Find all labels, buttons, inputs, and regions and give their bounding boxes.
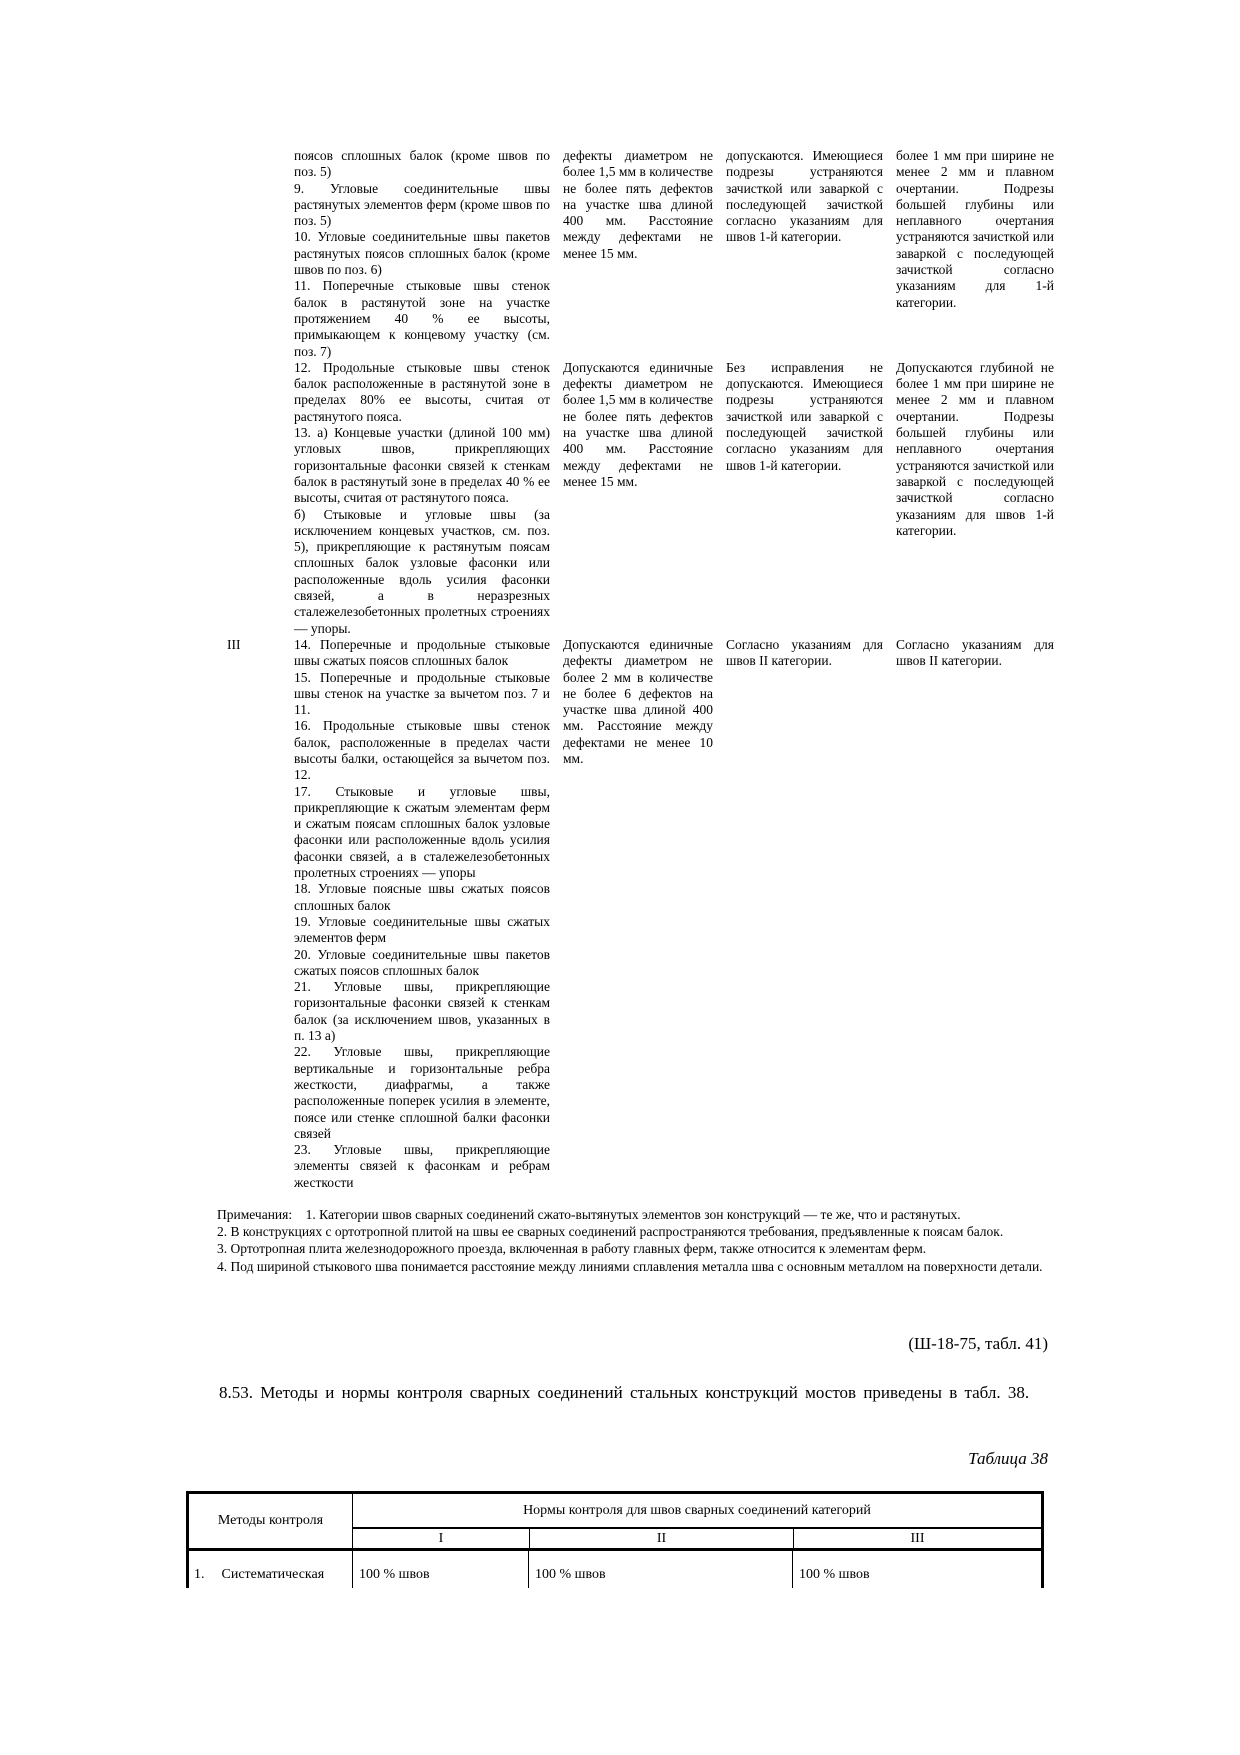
note-1: Примечания: 1. Категории швов сварных соединений сжато-вытянутых элементов зон конструкций — те же, что и растянутых. xyxy=(217,1207,961,1222)
paragraph: 22. Угловые швы, прикрепляющие вертикальные и горизонтальные ребра жесткости, диафрагмы, а также расположенные поперек усилия в элементе, поясе или стенке сплошной балки фасонки связей xyxy=(294,1044,550,1141)
table38-norms-header: Нормы контроля для швов сварных соединений категорий xyxy=(353,1494,1041,1529)
clause-8-53: 8.53. Методы и нормы контроля сварных соединений стальных конструкций мостов приведены в табл. 38. xyxy=(219,1383,1030,1402)
paragraph: 18. Угловые поясные швы сжатых поясов сплошных балок xyxy=(294,881,550,913)
note-4: 4. Под шириной стыкового шва понимается расстояние между линиями сплавления металла шва с основным металлом на поверхности детали. xyxy=(217,1258,1043,1274)
paragraph: Допускаются единичные дефекты диаметром не более 1,5 мм в количестве не более пять дефектов на участке шва длиной 400 мм. Расстояние между дефектами не менее 15 мм. xyxy=(563,359,713,489)
paragraph: 9. Угловые соединительные швы растянутых элементов ферм (кроме швов по поз. 5) xyxy=(294,180,550,229)
paragraph: 10. Угловые соединительные швы пакетов растянутых поясов сплошных балок (кроме швов по поз. 6) xyxy=(294,229,550,278)
weld-types-cell xyxy=(294,148,550,360)
table38-category-i: I xyxy=(438,1530,444,1546)
table38-methods-header: Методы контроля xyxy=(189,1494,353,1548)
table38-row-cat-ii-cell: 100 % швов xyxy=(529,1551,793,1588)
internal-defects-cell xyxy=(563,360,713,637)
paragraph: 17. Стыковые и угловые швы, прикрепляющие к сжатым элементам ферм и сжатым поясам сплошных балок узловые фасонки или расположенные вдоль усилия фасонки связей, а в сталежелезобетонных пролетных строениях — упоры xyxy=(294,783,550,881)
paragraph: 15. Поперечные и продольные стыковые швы стенок на участке за вычетом поз. 7 и 11. xyxy=(294,669,550,718)
category-marker-iii: III xyxy=(227,636,241,652)
paragraph: 23. Угловые швы, прикрепляющие элементы связей к фасонкам и ребрам жесткости xyxy=(294,1142,550,1190)
paragraph: 12. Продольные стыковые швы стенок балок расположенные в растянутой зоне в пределах 80% ее высоты, считая от растянутого пояса. xyxy=(294,359,550,424)
table38-row-cat-iii-cell: 100 % швов xyxy=(799,1567,870,1582)
paragraph: Без исправления не допускаются. Имеющиеся подрезы устраняются зачисткой или заваркой с последующей зачисткой согласно указаниям для швов 1-й категории. xyxy=(726,359,883,473)
paragraph: 16. Продольные стыковые швы стенок балок, расположенные в пределах части высоты балки, остающейся за вычетом поз. 12. xyxy=(294,718,550,783)
paragraph: дефекты диаметром не более 1,5 мм в количестве не более пять дефектов на участке шва длиной 400 мм. Расстояние между дефектами не менее 15 мм. xyxy=(563,148,713,261)
weld-categories-table xyxy=(188,148,1054,1191)
paragraph: допускаются. Имеющиеся подрезы устраняются зачисткой или заваркой с последующей зачисткой согласно указаниям для швов 1-й категории. xyxy=(726,148,883,245)
source-reference: (Ш-18-75, табл. 41) xyxy=(908,1334,1048,1353)
note-2: 2. В конструкциях с ортотропной плитой на швы ее сварных соединений распространяются требования, предъявленные к поясам балок. xyxy=(217,1224,1004,1240)
paragraph: 13. а) Концевые участки (длиной 100 мм) угловых швов, прикрепляющих горизонтальные фасонки связей к стенкам балок в растянутый зоне в пределах 40 % ее высоты, считая от растянутого пояса. xyxy=(294,425,550,506)
paragraph: 21. Угловые швы, прикрепляющие горизонтальные фасонки связей к стенкам балок (за исключением швов, указанных в п. 13 а) xyxy=(294,979,550,1044)
paragraph: более 1 мм при ширине не менее 2 мм и плавном очертании. Подрезы большей глубины или неплавного очертания устраняются зачисткой или заваркой с последующей зачисткой согласно указаниям для 1-й категории. xyxy=(896,148,1054,310)
row-number: 1. xyxy=(194,1567,205,1582)
paragraph: 20. Угловые соединительные швы пакетов сжатых поясов сплошных балок xyxy=(294,946,550,978)
method-name: Систематическая xyxy=(221,1567,325,1582)
notes-block xyxy=(189,1206,1078,1275)
undercut-limits-cell xyxy=(896,148,1054,360)
paragraph: Допускаются единичные дефекты диаметром не более 2 мм в количестве не более 6 дефектов на участке шва длиной 400 мм. Расстояние между дефектами не менее 10 мм. xyxy=(563,636,713,766)
paragraph: Согласно указаниям для швов II категории. xyxy=(896,636,1054,669)
category-marker xyxy=(188,148,281,360)
table38-row-method-cell xyxy=(189,1551,353,1588)
category-marker xyxy=(188,360,281,637)
undercut-limits-cell xyxy=(896,637,1054,1191)
table38-row-cat-i-cell: 100 % швов xyxy=(353,1551,529,1588)
table-38 xyxy=(186,1491,1044,1588)
paragraph: 11. Поперечные стыковые швы стенок балок в растянутой зоне на участке протяжением 40 % ее высоты, примыкающем к концевому участку (см. поз. 7) xyxy=(294,278,550,359)
undercuts-cell xyxy=(726,360,883,637)
table-38-caption: Таблица 38 xyxy=(968,1449,1048,1468)
weld-types-cell xyxy=(294,360,550,637)
undercuts-cell xyxy=(726,637,883,1191)
weld-types-cell xyxy=(294,637,550,1191)
paragraph: 14. Поперечные и продольные стыковые швы сжатых поясов сплошных балок xyxy=(294,636,550,669)
paragraph: 19. Угловые соединительные швы сжатых элементов ферм xyxy=(294,913,550,946)
table38-category-ii: II xyxy=(529,1529,793,1548)
paragraph: б) Стыковые и угловые швы (за исключением концевых участков, см. поз. 5), прикрепляющие к растянутым поясам сплошных балок узловые фасонки или расположенные вдоль усилия фасонки связей, а в неразрезных сталежелезобетонных пролетных строениях — упоры. xyxy=(294,506,550,636)
undercut-limits-cell xyxy=(896,360,1054,637)
undercuts-cell xyxy=(726,148,883,360)
table-38-grid xyxy=(189,1494,1041,1588)
paragraph: Допускаются глубиной не более 1 мм при ширине не менее 2 мм и плавном очертании. Подрезы большей глубины или неплавного очертания устраняются зачисткой или заваркой с последующей зачисткой согласно указаниям для швов 1-й категории. xyxy=(896,359,1054,538)
internal-defects-cell xyxy=(563,637,713,1191)
note-3: 3. Ортотропная плита железнодорожного проезда, включенная в работу главных ферм, также относится к элементам ферм. xyxy=(217,1241,927,1257)
internal-defects-cell xyxy=(563,148,713,360)
paragraph: Согласно указаниям для швов II категории. xyxy=(726,636,883,669)
table38-category-iii: III xyxy=(793,1529,1041,1548)
paragraph: поясов сплошных балок (кроме швов по поз. 5) xyxy=(294,148,550,180)
